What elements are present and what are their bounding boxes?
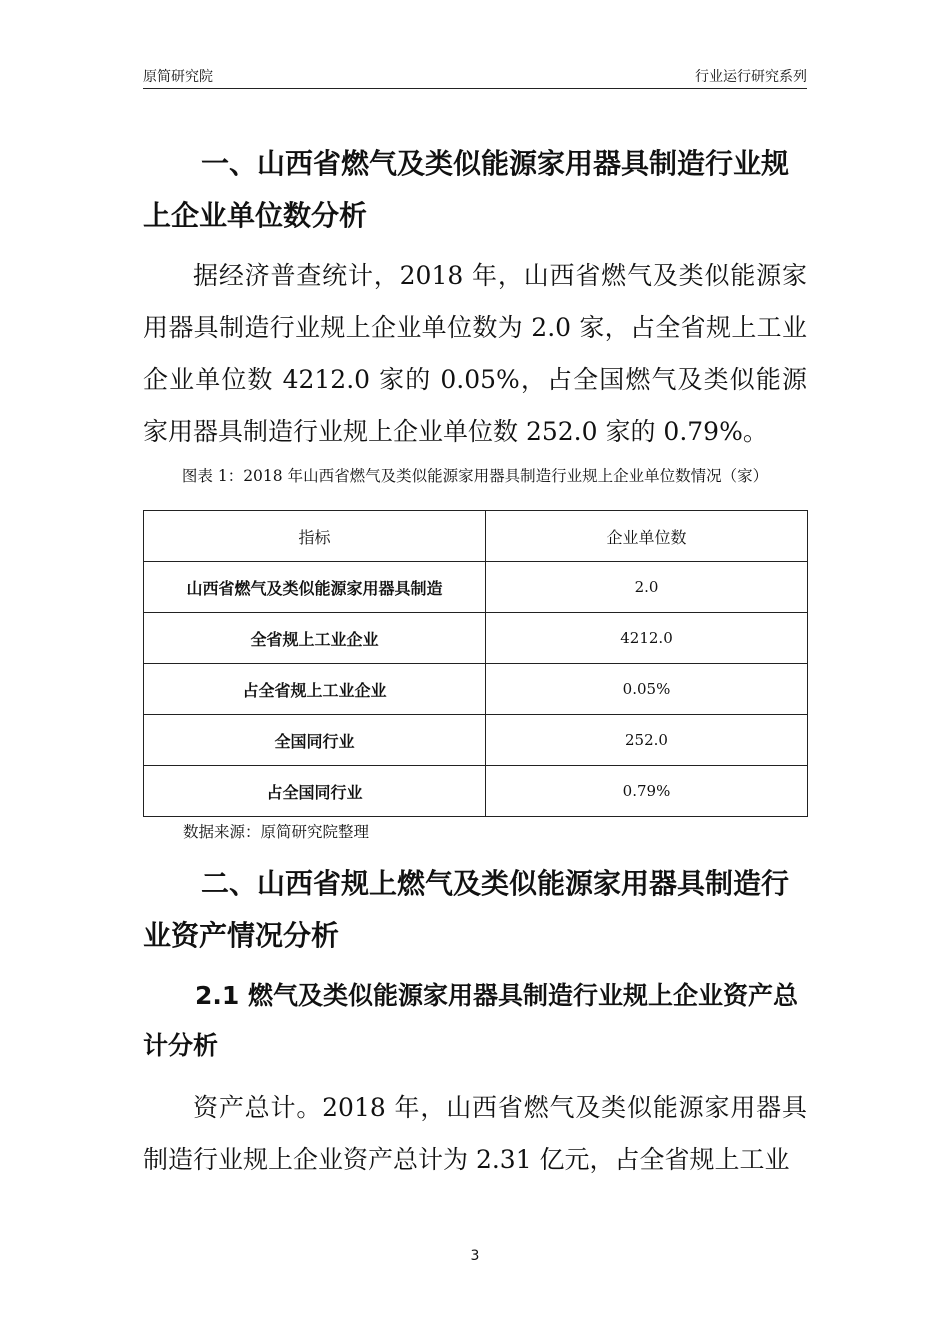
row-value: 0.05% — [486, 664, 808, 715]
header-series: 行业运行研究系列 — [695, 69, 807, 85]
page-header — [143, 66, 807, 89]
section2-paragraph: 资产总计。2018 年，山西省燃气及类似能源家用器具制造行业规上企业资产总计为 2.31 亿元，占全省规上工业 — [143, 1093, 807, 1174]
row-indicator: 全国同行业 — [144, 715, 486, 766]
row-value: 4212.0 — [486, 613, 808, 664]
column-header-count: 企业单位数 — [486, 511, 808, 562]
table-row — [144, 664, 808, 715]
table-row — [144, 715, 808, 766]
table-row — [144, 766, 808, 817]
section1-paragraph: 据经济普查统计，2018 年，山西省燃气及类似能源家用器具制造行业规上企业单位数为 2.0 家，占全省规上工业企业单位数 4212.0 家的 0.05%，占全国燃气及类似能源家用器具制造行业规上企业单位数 252.0 家的 0.79%。 — [143, 261, 807, 446]
row-value: 252.0 — [486, 715, 808, 766]
table-row — [144, 613, 808, 664]
table-row — [144, 562, 808, 613]
table-source: 数据来源：原简研究院整理 — [183, 823, 370, 841]
section2-subheading: 2.1 燃气及类似能源家用器具制造行业规上企业资产总计分析 — [143, 981, 798, 1060]
page-number: 3 — [470, 1248, 480, 1264]
row-indicator: 占全国同行业 — [144, 766, 486, 817]
section1-heading: 一、山西省燃气及类似能源家用器具制造行业规上企业单位数分析 — [143, 147, 790, 232]
row-value: 2.0 — [486, 562, 808, 613]
table-header-row — [144, 511, 808, 562]
column-header-indicator: 指标 — [144, 511, 486, 562]
section2-heading: 二、山西省规上燃气及类似能源家用器具制造行业资产情况分析 — [143, 867, 790, 952]
row-value: 0.79% — [486, 766, 808, 817]
row-indicator: 山西省燃气及类似能源家用器具制造 — [144, 562, 486, 613]
table-caption: 图表 1：2018 年山西省燃气及类似能源家用器具制造行业规上企业单位数情况（家） — [181, 467, 769, 485]
header-publisher: 原简研究院 — [143, 69, 213, 85]
data-table — [143, 510, 808, 817]
row-indicator: 全省规上工业企业 — [144, 613, 486, 664]
row-indicator: 占全省规上工业企业 — [144, 664, 486, 715]
